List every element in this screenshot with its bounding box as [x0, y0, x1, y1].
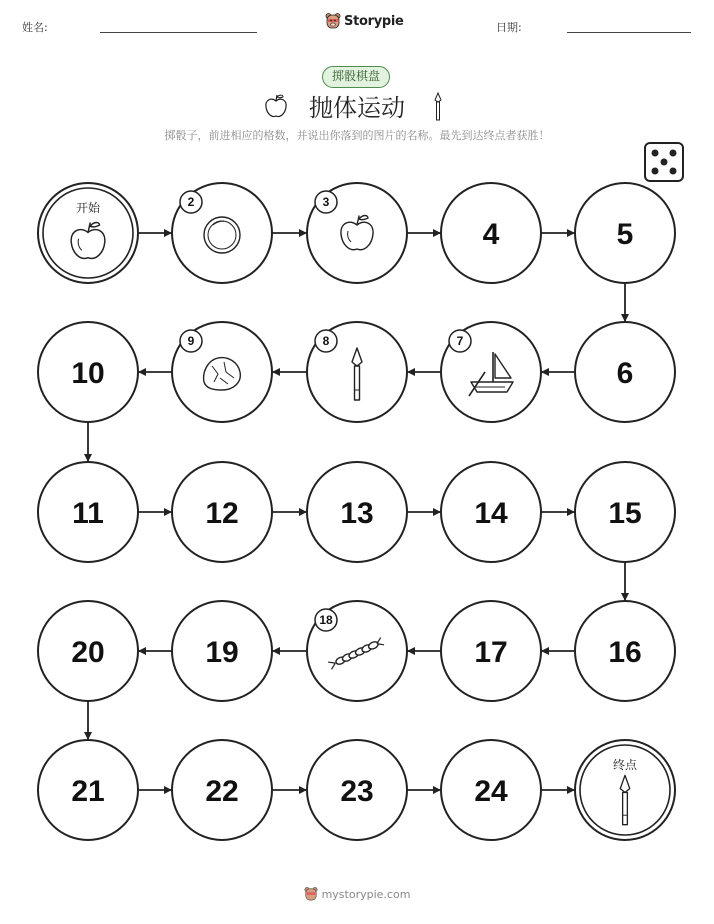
date-label: 日期: — [496, 21, 522, 34]
bear-mascot-icon — [304, 886, 318, 902]
page-title: 抛体运动 — [309, 94, 405, 122]
space-number: 8 — [322, 334, 330, 348]
path-arrow — [621, 283, 629, 322]
path-arrow — [84, 422, 92, 462]
board-space-25 — [575, 740, 675, 840]
board-space-22 — [172, 740, 272, 840]
path-arrow — [272, 368, 307, 376]
space-number: 20 — [71, 636, 105, 669]
brand-name: Storypie — [344, 13, 404, 29]
space-number: 4 — [482, 218, 500, 251]
board-space-1 — [38, 183, 138, 283]
board-space-19 — [172, 601, 272, 701]
space-number: 7 — [456, 334, 464, 348]
path-arrow — [407, 368, 441, 376]
space-number: 23 — [340, 775, 374, 808]
space-number: 2 — [187, 195, 195, 209]
space-number: 14 — [474, 497, 508, 530]
space-number: 6 — [616, 357, 634, 390]
board-space-20 — [38, 601, 138, 701]
path-arrow — [272, 508, 307, 516]
space-number: 9 — [187, 334, 195, 348]
path-arrow — [84, 701, 92, 740]
path-arrow — [541, 229, 575, 237]
name-label: 姓名: — [22, 21, 48, 34]
space-number: 18 — [319, 613, 333, 627]
board-space-12 — [172, 462, 272, 562]
board-space-6 — [575, 322, 675, 422]
path-arrow — [407, 647, 441, 655]
board-space-23 — [307, 740, 407, 840]
path-arrow — [541, 786, 575, 794]
board-space-2 — [172, 183, 272, 283]
space-number: 5 — [616, 218, 634, 251]
board-space-5 — [575, 183, 675, 283]
start-label: 开始 — [75, 201, 101, 215]
path-arrow — [407, 508, 441, 516]
game-type-badge: 掷骰棋盘 — [322, 66, 390, 88]
finish-label: 终点 — [612, 758, 638, 772]
board-space-11 — [38, 462, 138, 562]
board-space-21 — [38, 740, 138, 840]
board-space-15 — [575, 462, 675, 562]
path-arrow — [138, 508, 172, 516]
space-number: 22 — [205, 775, 239, 808]
space-number: 11 — [72, 497, 104, 530]
path-arrow — [272, 647, 307, 655]
path-arrow — [407, 786, 441, 794]
ball-icon — [204, 217, 240, 253]
board-space-14 — [441, 462, 541, 562]
space-number: 3 — [322, 195, 330, 209]
path-arrow — [138, 368, 172, 376]
rock-icon — [204, 358, 241, 390]
space-number: 16 — [608, 636, 642, 669]
board-space-17 — [441, 601, 541, 701]
space-number: 24 — [474, 775, 508, 808]
board-space-7 — [441, 322, 541, 422]
path-arrow — [541, 508, 575, 516]
path-arrow — [407, 229, 441, 237]
board-space-16 — [575, 601, 675, 701]
space-number: 21 — [71, 775, 105, 808]
board-space-13 — [307, 462, 407, 562]
path-arrow — [138, 786, 172, 794]
footer-site: mystorypie.com — [321, 887, 411, 901]
path-arrow — [541, 647, 575, 655]
space-number: 15 — [608, 497, 642, 530]
space-number: 13 — [340, 497, 374, 530]
board-space-9 — [172, 322, 272, 422]
path-arrow — [621, 562, 629, 601]
path-arrow — [541, 368, 575, 376]
space-number: 17 — [474, 636, 508, 669]
board-space-3 — [307, 183, 407, 283]
path-arrow — [272, 786, 307, 794]
board-space-24 — [441, 740, 541, 840]
path-arrow — [138, 229, 172, 237]
footer — [0, 886, 714, 902]
board-space-18 — [307, 601, 407, 701]
space-number: 12 — [205, 497, 239, 530]
space-number: 19 — [205, 636, 239, 669]
board-space-10 — [38, 322, 138, 422]
instructions: 掷骰子，前进相应的格数，并说出你落到的图片的名称。最先到达终点者获胜！ — [164, 129, 550, 142]
path-arrow — [272, 229, 307, 237]
board-space-4 — [441, 183, 541, 283]
space-number: 10 — [71, 357, 105, 390]
path-arrow — [138, 647, 172, 655]
board-space-8 — [307, 322, 407, 422]
